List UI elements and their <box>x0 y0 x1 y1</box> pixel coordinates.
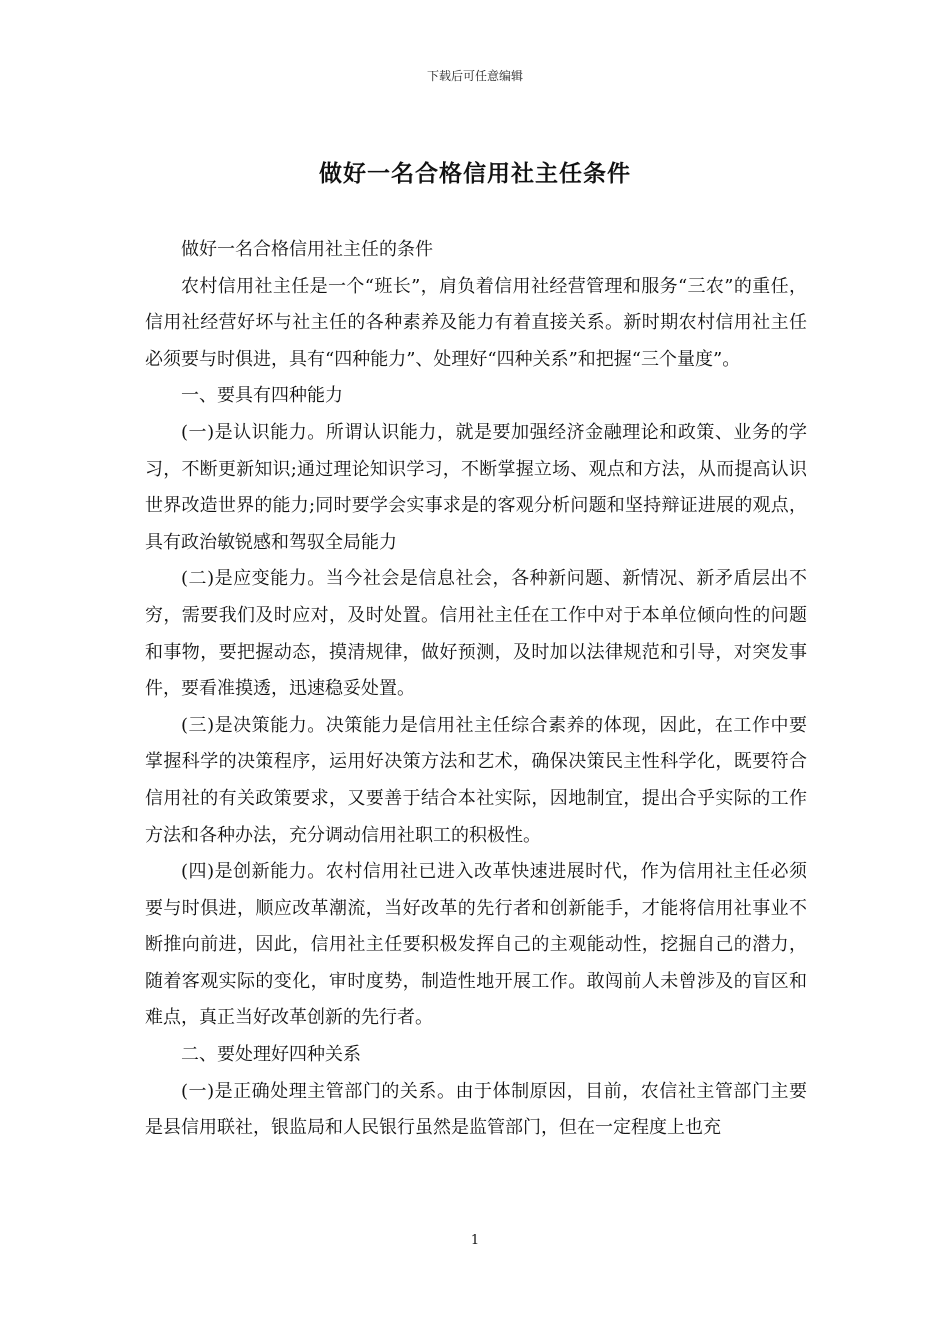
page-number: 1 <box>470 1233 480 1248</box>
paragraph-ability-1: (一)是认识能力。所谓认识能力，就是要加强经济金融理论和政策、业务的学习，不断更新知识;通过理论知识学习，不断掌握立场、观点和方法，从而提高认识世界改造世界的能力;同时要学会实事求是的客观分析问题和坚持辩证进展的观点，具有政治敏锐感和驾驭全局能力 <box>145 421 807 553</box>
section-heading-1: 一、要具有四种能力 <box>181 385 343 407</box>
document-body <box>145 232 807 1147</box>
document-title: 做好一名合格信用社主任条件 <box>319 160 631 187</box>
paragraph-ability-3: (三)是决策能力。决策能力是信用社主任综合素养的体现，因此，在工作中要掌握科学的决策程序，运用好决策方法和艺术，确保决策民主性科学化，既要符合信用社的有关政策要求，又要善于结合本社实际，因地制宜，提出合乎实际的工作方法和各种办法，充分调动信用社职工的积极性。 <box>145 714 807 846</box>
header-note: 下载后可任意编辑 <box>426 69 523 83</box>
section-heading-2: 二、要处理好四种关系 <box>181 1044 361 1066</box>
paragraph-intro: 农村信用社主任是一个“班长”，肩负着信用社经营管理和服务“三农”的重任，信用社经营好坏与社主任的各种素养及能力有着直接关系。新时期农村信用社主任必须要与时俱进，具有“四种能力”、处理好“四种关系”和把握“三个量度”。 <box>145 275 807 370</box>
paragraph-relation-1: (一)是正确处理主管部门的关系。由于体制原因，目前，农信社主管部门主要是县信用联社，银监局和人民银行虽然是监管部门，但在一定程度上也充 <box>145 1080 807 1139</box>
paragraph-ability-4: (四)是创新能力。农村信用社已进入改革快速进展时代，作为信用社主任必须要与时俱进，顺应改革潮流，当好改革的先行者和创新能手，才能将信用社事业不断推向前进，因此，信用社主任要积极发挥自己的主观能动性，挖掘自己的潜力，随着客观实际的变化，审时度势，制造性地开展工作。敢闯前人未曾涉及的盲区和难点，真正当好改革创新的先行者。 <box>145 861 807 1029</box>
paragraph-ability-2: (二)是应变能力。当今社会是信息社会，各种新问题、新情况、新矛盾层出不穷，需要我们及时应对，及时处置。信用社主任在工作中对于本单位倾向性的问题和事物，要把握动态，摸清规律，做好预测，及时加以法律规范和引导，对突发事件，要看准摸透，迅速稳妥处置。 <box>145 568 807 700</box>
paragraph-subtitle: 做好一名合格信用社主任的条件 <box>181 239 433 260</box>
